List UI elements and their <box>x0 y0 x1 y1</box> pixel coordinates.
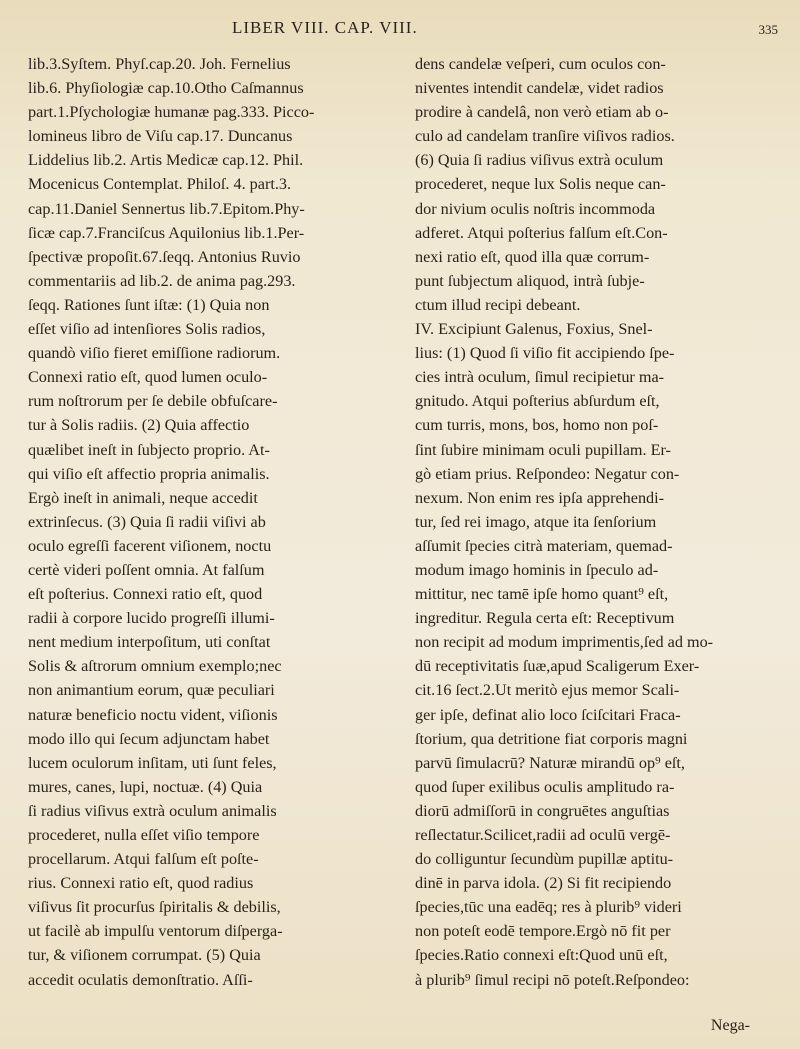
text-line: mures, canes, lupi, noctuæ. (4) Quia <box>28 777 263 796</box>
text-line: ſpectivæ propoſit.67.ſeqq. Antonius Ruvio <box>28 247 301 266</box>
text-line: dinē in parva idola. (2) Si fit recipiendo <box>415 874 672 893</box>
text-line: quælibet ineſt in ſubjecto proprio. At- <box>28 440 270 459</box>
text-line: punt ſubjectum aliquod, intrà ſubje- <box>415 271 645 290</box>
text-line: certè videri poſſent omnia. At falſum <box>28 560 265 579</box>
text-line: nexi ratio eſt, quod illa quæ corrum- <box>415 247 650 266</box>
text-line: dens candelæ veſperi, cum oculos con- <box>415 55 666 73</box>
page-header <box>0 18 800 48</box>
text-line: lib.6. Phyſiologiæ cap.10.Otho Caſmannus <box>28 79 304 98</box>
catchword: Nega- <box>710 1017 750 1034</box>
text-line: dū receptivitatis ſuæ,apud Scaligerum Exer- <box>415 657 700 676</box>
text-line: culo ad candelam tranſire viſivos radios. <box>415 127 675 146</box>
text-line: radii à corpore lucido progreſſi illumi- <box>28 609 275 628</box>
text-line: ſpecies.Ratio connexi eſt:Quod unū eſt, <box>415 946 668 965</box>
text-line: commentariis ad lib.2. de anima pag.293. <box>28 271 296 290</box>
text-line: dor nivium oculis noſtris incommoda <box>415 199 656 218</box>
text-line: non animantium eorum, quæ peculiari <box>28 681 275 700</box>
page-number: 335 <box>758 22 778 37</box>
text-line: niventes intendit candelæ, videt radios <box>415 79 664 98</box>
text-line: quandò viſio fieret emiſſione radiorum. <box>28 344 281 363</box>
text-line: ger ipſe, definat alio loco ſciſcitari Fraca- <box>415 705 681 724</box>
text-line: nexum. Non enim res ipſa apprehendi- <box>415 488 665 507</box>
text-line: ſpecies,tūc una eadēq; res à plurib⁹ videri <box>415 898 682 917</box>
right-text-column <box>415 52 770 992</box>
text-line: ſicæ cap.7.Franciſcus Aquilonius lib.1.Per- <box>28 223 305 242</box>
text-line: modum imago hominis in ſpeculo ad- <box>415 560 659 579</box>
text-line: extrinſecus. (3) Quia ſi radii viſivi ab <box>28 512 266 531</box>
text-line: cum turris, mons, bos, homo non poſ- <box>415 416 659 435</box>
text-line: tur, & viſionem corrumpat. (5) Quia <box>28 946 261 965</box>
text-line: accedit oculatis demonſtratio. Aſſi- <box>28 970 253 989</box>
text-line: ſtorium, qua detritione fiat corporis magni <box>415 729 688 748</box>
text-line: mittitur, nec tamē ipſe homo quant⁹ eſt, <box>415 585 669 604</box>
text-line: ingreditur. Regula certa eſt: Receptivum <box>415 609 675 628</box>
text-line: cap.11.Daniel Sennertus lib.7.Epitom.Phy- <box>28 199 305 218</box>
text-line: eſt poſterius. Connexi ratio eſt, quod <box>28 585 263 604</box>
text-line: cies intrà oculum, ſimul recipietur ma- <box>415 368 665 387</box>
text-line: Solis & aſtrorum omnium exemplo;nec <box>28 657 282 676</box>
text-line: lib.3.Syſtem. Phyſ.cap.20. Joh. Fernelius <box>28 55 291 73</box>
text-line: à plurib⁹ ſimul recipi nō poteſt.Reſpondeo: <box>415 970 690 989</box>
text-line: tur à Solis radiis. (2) Quia affectio <box>28 416 250 435</box>
text-line: procellarum. Atqui falſum eſt poſte- <box>28 850 259 869</box>
text-line: (6) Quia ſi radius viſivus extrà oculum <box>415 151 664 170</box>
left-text-column <box>28 52 383 992</box>
text-line: part.1.Pſychologiæ humanæ pag.333. Picco- <box>28 103 315 122</box>
text-line: non recipit ad modum imprimentis,ſed ad mo- <box>415 633 714 652</box>
text-line: ſint ſubire minimam oculi pupillam. Er- <box>415 440 671 459</box>
text-line: ut facilè ab impulſu ventorum diſperga- <box>28 922 283 941</box>
text-line: lucem oculorum inſitam, uti ſunt feles, <box>28 753 277 772</box>
text-line: parvū ſimulacrū? Naturæ mirandū op⁹ eſt, <box>415 753 685 772</box>
text-line: Mocenicus Contemplat. Philoſ. 4. part.3. <box>28 175 292 194</box>
text-line: ſi radius viſivus extrà oculum animalis <box>28 801 277 820</box>
text-line: quod ſuper exilibus oculis amplitudo ra- <box>415 777 675 796</box>
text-line: rius. Connexi ratio eſt, quod radius <box>28 874 254 893</box>
text-line: Ergò ineſt in animali, neque accedit <box>28 488 258 507</box>
text-line: prodire à candelâ, non verò etiam ab o- <box>415 103 669 122</box>
text-line: eſſet viſio ad intenſiores Solis radios, <box>28 320 266 339</box>
text-line: gnitudo. Atqui poſterius abſurdum eſt, <box>415 392 660 411</box>
text-line: ctum illud recipi debeant. <box>415 295 581 314</box>
running-head: LIBER VIII. CAP. VIII. <box>232 18 418 37</box>
text-line: do colliguntur ſecundùm pupillæ aptitu- <box>415 850 674 869</box>
text-line: Connexi ratio eſt, quod lumen oculo- <box>28 368 268 387</box>
text-line: procederet, neque lux Solis neque can- <box>415 175 666 194</box>
text-line: aſſumit ſpecies citrà materiam, quemad- <box>415 536 673 555</box>
text-line: oculo egreſſi facerent viſionem, noctu <box>28 536 272 555</box>
text-line: rum noſtrorum per ſe debile obfuſcare- <box>28 392 278 411</box>
text-line: non poteſt eodē tempore.Ergò nō fit per <box>415 922 671 941</box>
text-line: viſivus ſit procurſus ſpiritalis & debilis, <box>28 898 281 917</box>
text-line: gò etiam prius. Reſpondeo: Negatur con- <box>415 464 680 483</box>
text-line: nent medium interpoſitum, uti conſtat <box>28 633 271 652</box>
text-line: IV. Excipiunt Galenus, Foxius, Snel- <box>415 320 653 339</box>
text-line: Liddelius lib.2. Artis Medicæ cap.12. Phil. <box>28 151 304 170</box>
text-line: modo illo qui ſecum adjunctam habet <box>28 729 270 748</box>
text-line: qui viſio eſt affectio propria animalis. <box>28 464 270 483</box>
text-line: tur, ſed rei imago, atque ita ſenſorium <box>415 512 657 531</box>
text-line: lomineus libro de Viſu cap.17. Duncanus <box>28 127 293 146</box>
text-line: lius: (1) Quod ſi viſio fit accipiendo ſpe- <box>415 344 675 363</box>
text-line: ſeqq. Rationes ſunt iſtæ: (1) Quia non <box>28 295 270 314</box>
text-line: diorū admiſſorū in congruētes anguſtias <box>415 801 670 820</box>
text-line: cit.16 ſect.2.Ut meritò ejus memor Scali- <box>415 681 680 700</box>
text-line: adferet. Atqui poſterius falſum eſt.Con- <box>415 223 668 242</box>
text-line: reſlectatur.Scilicet,radii ad oculū vergē- <box>415 826 671 844</box>
text-line: naturæ beneficio noctu vident, viſionis <box>28 705 278 724</box>
text-line: procederet, nulla eſſet viſio tempore <box>28 826 260 844</box>
